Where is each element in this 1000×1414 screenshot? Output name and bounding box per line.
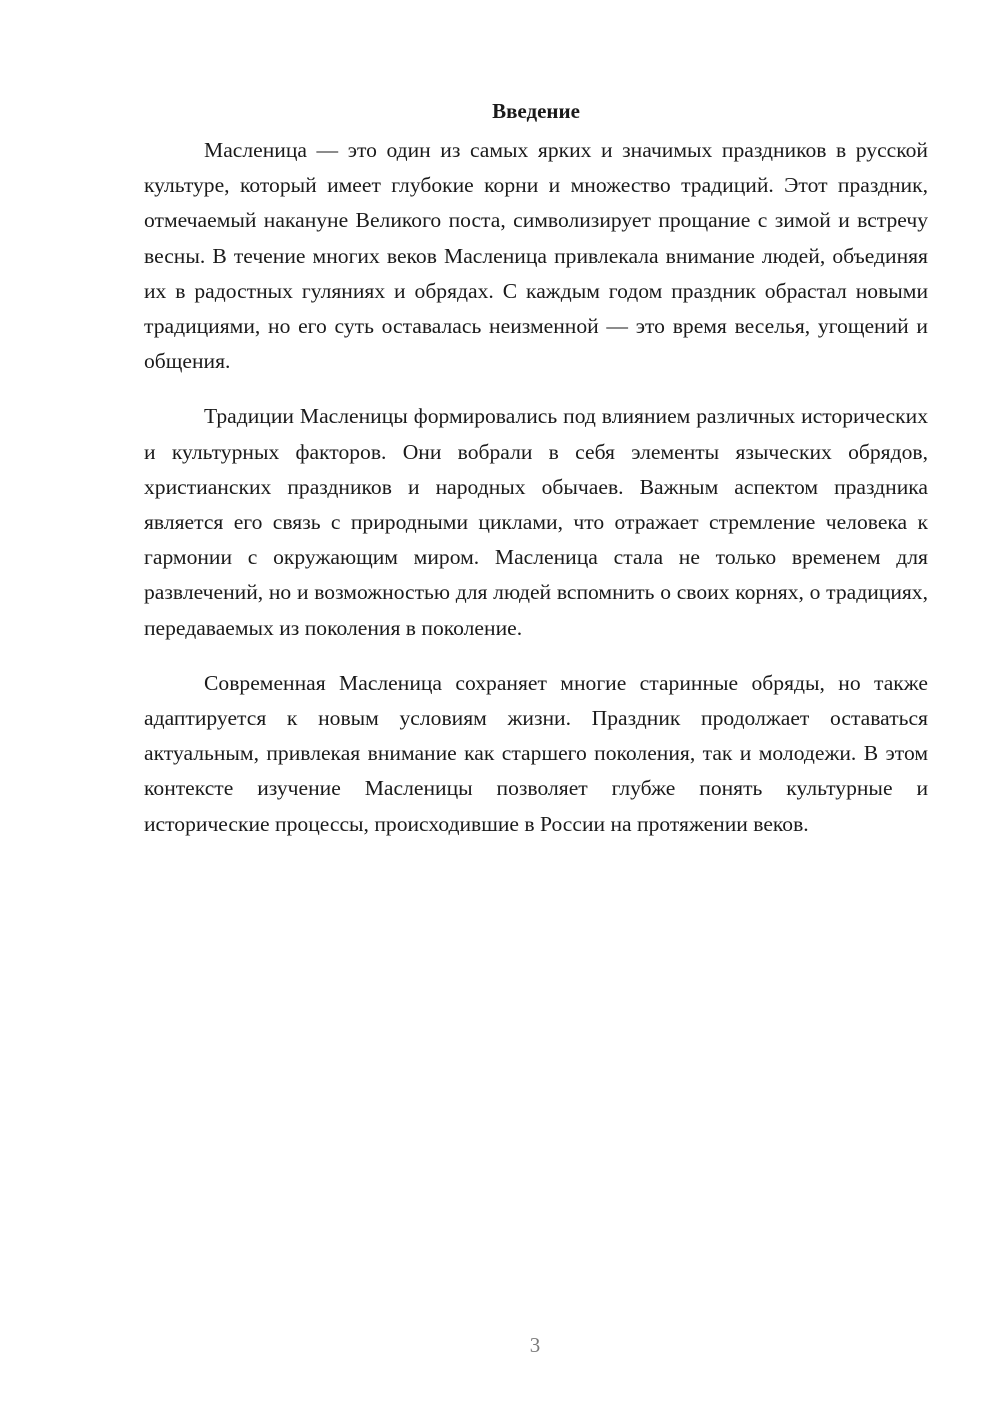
- page-content: [144, 96, 928, 862]
- paragraph-2: Традиции Масленицы формировались под влиянием различных исторических и культурных факторов. Они вобрали в себя элементы языческих обрядов, христианских праздников и народных обычаев. Важным аспектом праздника является его связь с природными циклами, что отражает стремление человека к гармонии с окружающим миром. Масленица стала не только временем для развлечений, но и возможностью для людей вспомнить о своих корнях, о традициях, передаваемых из поколения в поколение.: [144, 404, 928, 640]
- paragraph-1: Масленица — это один из самых ярких и значимых праздников в русской культуре, который имеет глубокие корни и множество традиций. Этот праздник, отмечаемый накануне Великого поста, символизирует прощание с зимой и встречу весны. В течение многих веков Масленица привлекала внимание людей, объединяя их в радостных гуляниях и обрядах. С каждым годом праздник обрастал новыми традициями, но его суть оставалась неизменной — это время веселья, угощений и общения.: [144, 138, 928, 374]
- page-number: 3: [529, 1333, 541, 1357]
- paragraph-3: Современная Масленица сохраняет многие старинные обряды, но также адаптируется к новым условиям жизни. Праздник продолжает оставаться актуальным, привлекая внимание как старшего поколения, так и молодежи. В этом контексте изучение Масленицы позволяет глубже понять культурные и исторические процессы, происходившие в России на протяжении веков.: [144, 670, 928, 836]
- section-heading: Введение: [492, 99, 580, 123]
